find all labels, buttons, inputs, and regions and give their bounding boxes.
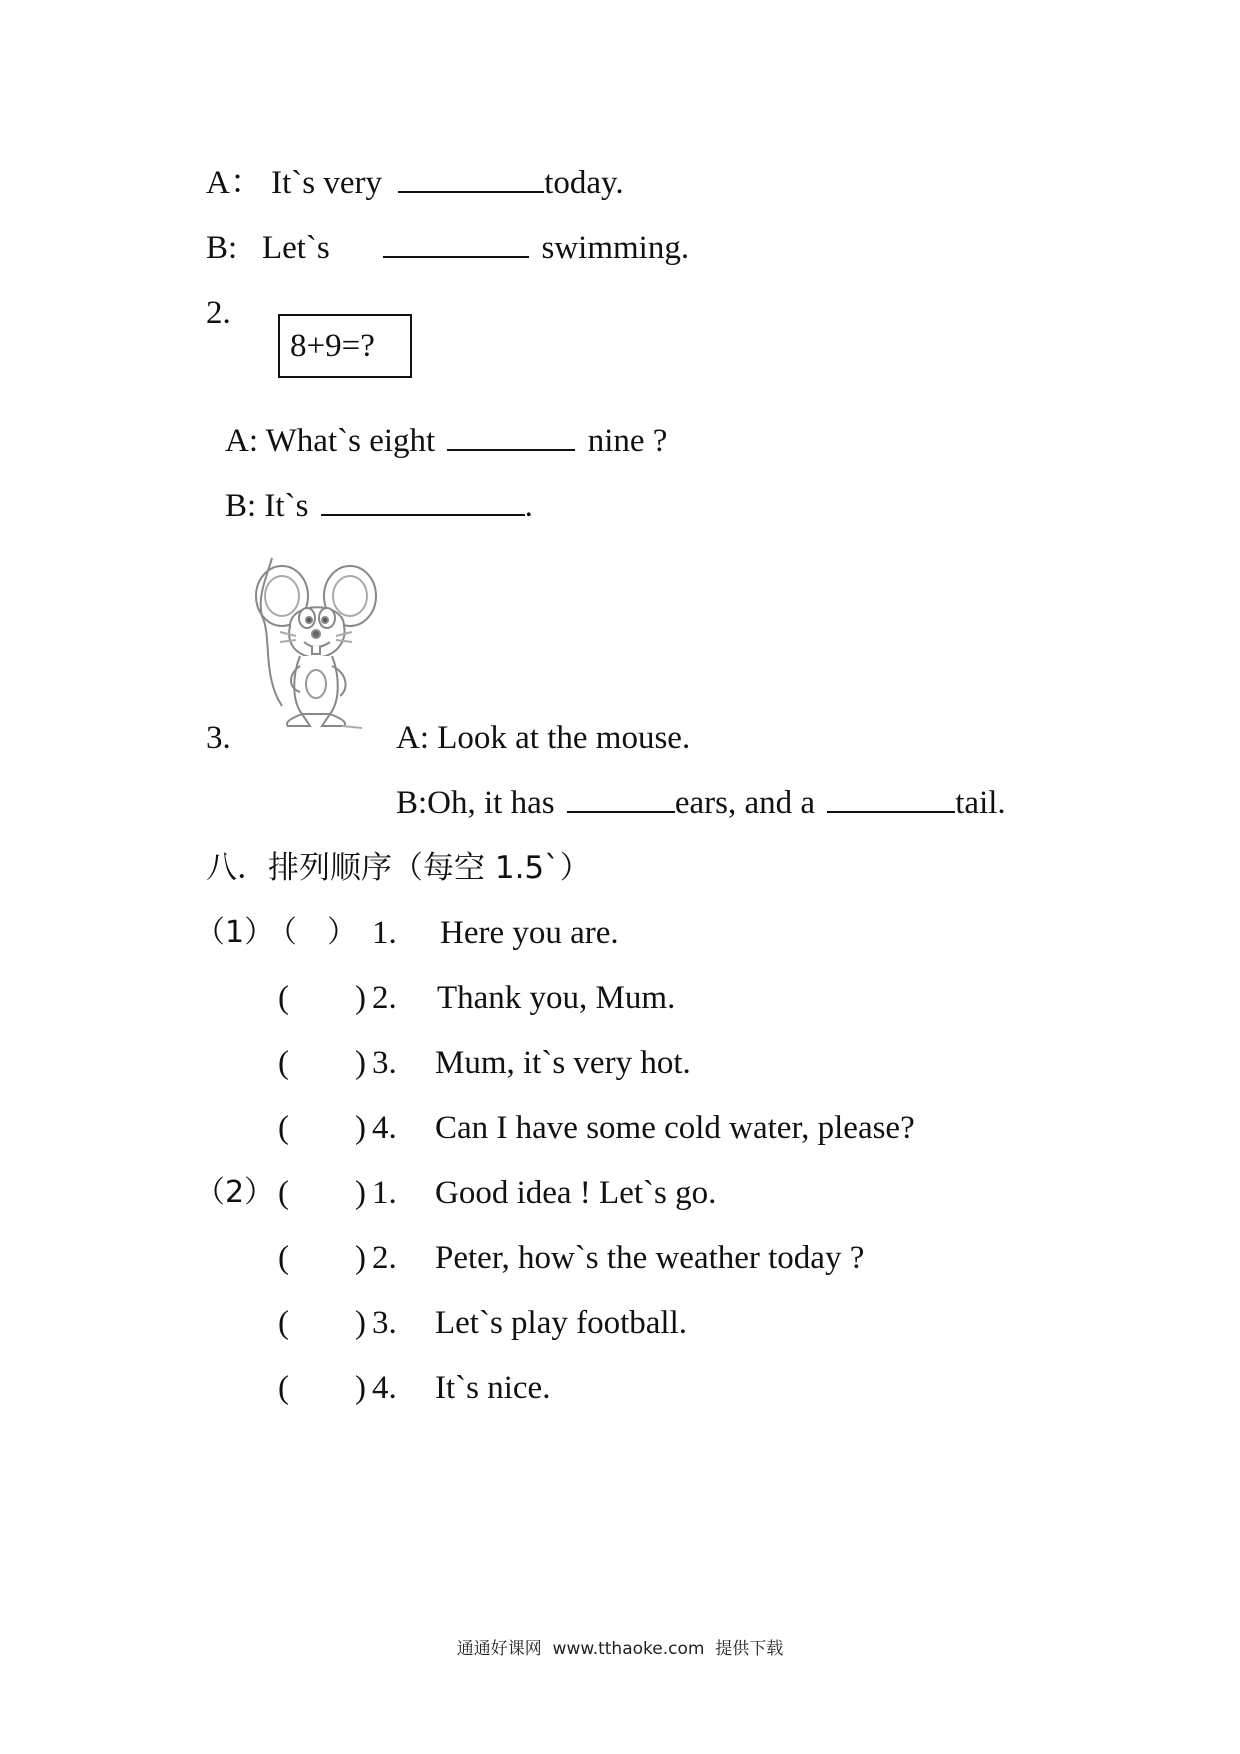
item-text: Here you are.	[440, 915, 619, 951]
item-number: 3.	[372, 1045, 397, 1081]
answer-blank[interactable]	[827, 783, 955, 813]
sentence-text: B: It`s	[225, 488, 309, 524]
answer-blank[interactable]	[447, 421, 575, 451]
sentence-text: It`s very	[271, 165, 382, 201]
group-label: （1）	[195, 915, 275, 950]
answer-paren[interactable]: ( )	[278, 1305, 366, 1341]
item-number: 4.	[372, 1370, 397, 1406]
item-text: Let`s play football.	[435, 1305, 688, 1341]
answer-paren[interactable]: （ ）	[267, 915, 357, 950]
answer-paren[interactable]: ( )	[278, 1240, 366, 1276]
q1-line-b	[206, 228, 689, 268]
sentence-text: Let`s	[261, 230, 330, 266]
answer-blank[interactable]	[398, 163, 544, 193]
item-text: It`s nice.	[435, 1370, 551, 1406]
section-heading: 八．排列顺序（每空 1.5`）	[206, 850, 591, 886]
item-text: Can I have some cold water, please?	[435, 1110, 915, 1146]
speaker-label: B:	[206, 230, 238, 266]
q3-number: 3.	[206, 720, 231, 756]
page-footer: 通通好课网 www.tthaoke.com 提供下载	[456, 1639, 784, 1659]
sentence-text: today.	[544, 165, 624, 201]
q3-line-a: A: Look at the mouse.	[396, 720, 691, 756]
sentence-text: nine ?	[587, 423, 668, 459]
item-text: Mum, it`s very hot.	[435, 1045, 691, 1081]
math-box: 8+9=?	[278, 314, 412, 378]
q2-number: 2.	[206, 295, 231, 331]
item-number: 1.	[372, 915, 397, 951]
sentence-text: B:Oh, it has	[396, 785, 555, 821]
item-number: 1.	[372, 1175, 397, 1211]
q1-line-a	[206, 163, 624, 203]
sentence-text: tail.	[955, 785, 1006, 821]
answer-blank[interactable]	[321, 486, 525, 516]
item-number: 4.	[372, 1110, 397, 1146]
q3-line-b	[396, 783, 1006, 823]
sentence-text: ears, and a	[674, 785, 816, 821]
answer-paren[interactable]: ( )	[278, 1175, 366, 1211]
group-label: （2）	[195, 1175, 275, 1210]
sentence-text: .	[524, 488, 533, 524]
sentence-text: A: What`s eight	[225, 423, 436, 459]
answer-blank[interactable]	[383, 228, 529, 258]
answer-paren[interactable]: ( )	[278, 1110, 366, 1146]
item-number: 2.	[372, 980, 397, 1016]
answer-paren[interactable]: ( )	[278, 1045, 366, 1081]
item-number: 3.	[372, 1305, 397, 1341]
item-text: Peter, how`s the weather today ?	[435, 1240, 865, 1276]
answer-paren[interactable]: ( )	[278, 1370, 366, 1406]
answer-paren[interactable]: ( )	[278, 980, 366, 1016]
item-text: Good idea ! Let`s go.	[435, 1175, 717, 1211]
item-text: Thank you, Mum.	[437, 980, 676, 1016]
speaker-label: A：	[206, 165, 263, 201]
q2-line-b	[225, 486, 533, 526]
mouse-illustration	[252, 556, 382, 741]
sentence-text: swimming.	[541, 230, 690, 266]
q2-line-a	[225, 421, 667, 461]
answer-blank[interactable]	[567, 783, 675, 813]
item-number: 2.	[372, 1240, 397, 1276]
